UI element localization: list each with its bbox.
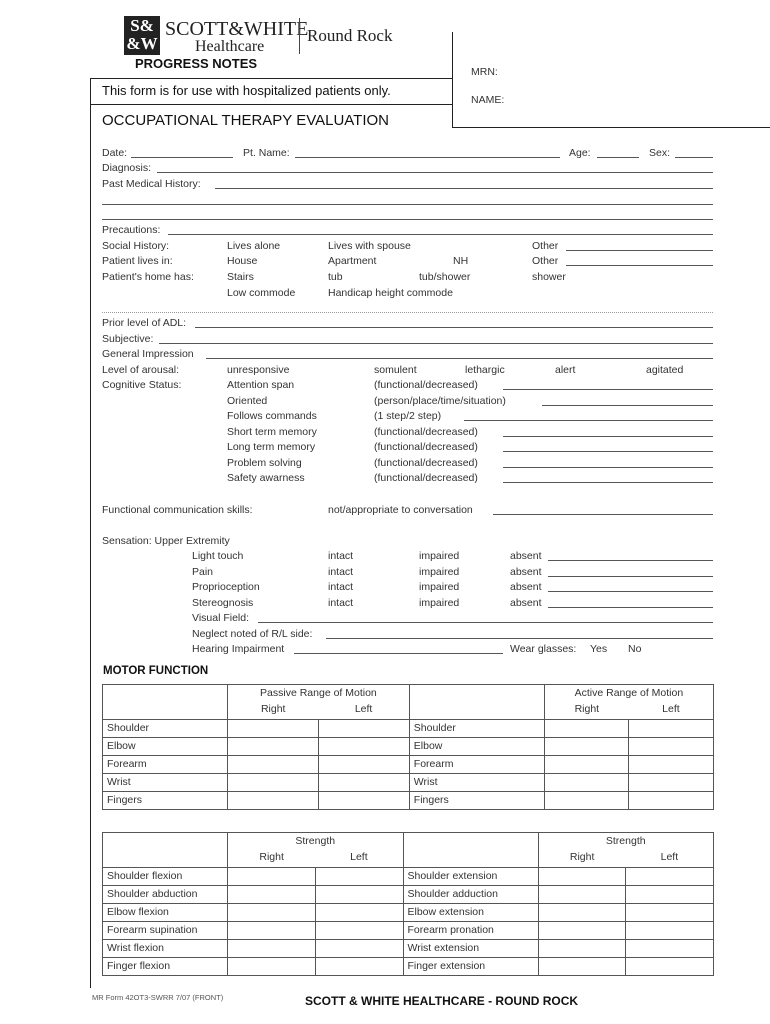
general-impression-label: General Impression: [102, 348, 194, 360]
cognitive-option[interactable]: (1 step/2 step): [374, 410, 442, 422]
row-label: Shoulder extension: [403, 868, 538, 886]
home-has-label: Patient's home has:: [102, 271, 194, 283]
sensation-option[interactable]: intact: [328, 550, 354, 562]
entry-cell[interactable]: [538, 886, 626, 904]
row-label: Finger flexion: [103, 958, 228, 976]
sensation-option[interactable]: absent: [510, 550, 542, 562]
row-label: Wrist flexion: [103, 940, 228, 958]
home-tub[interactable]: tub: [328, 271, 343, 283]
header-rule-mid: [90, 104, 452, 105]
row-label: Elbow flexion: [103, 904, 228, 922]
mrn-box-vline: [452, 32, 453, 127]
cognitive-line[interactable]: [503, 436, 713, 437]
entry-cell[interactable]: [538, 940, 626, 958]
arom-right: Right: [574, 703, 600, 715]
cognitive-status-label: Cognitive Status:: [102, 379, 182, 391]
cognitive-line[interactable]: [503, 482, 713, 483]
prom-heading: [228, 685, 410, 720]
entry-cell[interactable]: [228, 904, 316, 922]
sensation-option[interactable]: impaired: [419, 581, 460, 593]
logo-mark-top: S&: [130, 16, 154, 35]
prom-title: Passive Range of Motion: [260, 687, 377, 699]
entry-cell[interactable]: [318, 792, 409, 810]
row-label: Wrist: [103, 774, 228, 792]
header-rule-top: [90, 78, 452, 79]
lives-in-label: Patient lives in:: [102, 255, 173, 267]
lives-in-other-line[interactable]: [566, 265, 713, 266]
strength-left-left: Left: [350, 851, 368, 863]
table-row: [103, 940, 714, 958]
entry-cell[interactable]: [228, 940, 316, 958]
table-row: [103, 756, 714, 774]
entry-cell[interactable]: [538, 922, 626, 940]
pt-name-label: Pt. Name:: [243, 147, 290, 159]
entry-cell[interactable]: [315, 940, 403, 958]
row-label: Shoulder: [103, 720, 228, 738]
entry-cell[interactable]: [538, 958, 626, 976]
subjective-label: Subjective:: [102, 333, 154, 345]
row-label: Shoulder: [409, 720, 544, 738]
strength-left-heading: [228, 833, 404, 868]
social-other-line[interactable]: [566, 250, 713, 251]
sensation-line[interactable]: [548, 560, 713, 561]
sensation-line[interactable]: [548, 591, 713, 592]
table-row: [103, 922, 714, 940]
functional-communication-label: Functional communication skills:: [102, 504, 253, 516]
hearing-line[interactable]: [294, 653, 503, 654]
cognitive-option[interactable]: (person/place/time/situation): [374, 394, 506, 407]
social-lives-spouse[interactable]: Lives with spouse: [328, 240, 411, 252]
page-frame-left: [90, 104, 91, 988]
sensation-option[interactable]: impaired: [419, 565, 460, 578]
strength-right-heading: [538, 833, 714, 868]
page-title: OCCUPATIONAL THERAPY EVALUATION: [102, 112, 390, 129]
entry-cell[interactable]: [626, 886, 714, 904]
past-medical-history-line[interactable]: [215, 188, 713, 189]
strength-right-title: Strength: [605, 835, 646, 847]
form-type: PROGRESS NOTES: [135, 56, 258, 71]
visual-field-line[interactable]: [258, 622, 713, 623]
entry-cell[interactable]: [315, 922, 403, 940]
row-label: Wrist: [409, 774, 544, 792]
cognitive-item: Attention span: [227, 379, 295, 391]
entry-cell[interactable]: [228, 756, 319, 774]
arom-title: Active Range of Motion: [574, 687, 684, 699]
row-label: Fingers: [103, 792, 228, 810]
table-row: [103, 904, 714, 922]
entry-cell[interactable]: [318, 738, 409, 756]
notice-text: This form is for use with hospitalized patients only.: [102, 83, 391, 98]
row-label: Forearm: [103, 756, 228, 774]
entry-cell[interactable]: [228, 922, 316, 940]
row-label: Shoulder abduction: [103, 886, 228, 904]
sensation-item: Stereognosis: [192, 596, 254, 609]
org-name: SCOTT&WHITE: [165, 18, 309, 40]
neglect-label: Neglect noted of R/L side:: [192, 628, 313, 640]
prom-right: Right: [260, 703, 286, 715]
table-row: [103, 774, 714, 792]
table-row: [103, 958, 714, 976]
social-history-label: Social History:: [102, 240, 170, 252]
home-low-commode[interactable]: Low commode: [227, 287, 296, 299]
glasses-yes[interactable]: Yes: [590, 643, 608, 655]
sex-label: Sex:: [649, 147, 671, 159]
cognitive-option[interactable]: (functional/decreased): [374, 425, 478, 438]
sensation-option[interactable]: absent: [510, 565, 542, 578]
functional-communication-line[interactable]: [493, 514, 713, 515]
mrn-label: MRN:: [471, 66, 498, 78]
entry-cell[interactable]: [629, 774, 714, 792]
footer-form-code: MR Form 42OT3-SWRR 7/07 (FRONT): [92, 993, 224, 1002]
cognitive-item: Short term memory: [227, 425, 317, 438]
entry-cell[interactable]: [626, 958, 714, 976]
section-divider: [102, 312, 713, 313]
entry-cell[interactable]: [228, 868, 316, 886]
diagnosis-line[interactable]: [157, 172, 713, 173]
entry-cell[interactable]: [228, 774, 319, 792]
glasses-label: Wear glasses:: [510, 643, 577, 655]
cognitive-option[interactable]: (functional/decreased): [374, 456, 478, 469]
cognitive-line[interactable]: [503, 451, 713, 452]
social-lives-alone[interactable]: Lives alone: [227, 240, 281, 252]
sensation-line[interactable]: [548, 607, 713, 608]
arom-left: Left: [662, 703, 680, 715]
row-label: Forearm supination: [103, 922, 228, 940]
entry-cell[interactable]: [318, 774, 409, 792]
footer-org: SCOTT & WHITE HEALTHCARE - ROUND ROCK: [305, 994, 579, 1008]
date-line[interactable]: [131, 157, 233, 158]
entry-cell[interactable]: [544, 756, 629, 774]
arousal-label: Level of arousal:: [102, 364, 180, 376]
lives-in-nh[interactable]: NH: [453, 255, 469, 267]
strength-table: [102, 832, 714, 976]
table-row: [103, 738, 714, 756]
strength-header-row: [103, 833, 714, 868]
entry-cell[interactable]: [629, 738, 714, 756]
entry-cell[interactable]: [629, 720, 714, 738]
lives-in-house[interactable]: House: [227, 255, 258, 267]
motor-function-heading: MOTOR FUNCTION: [103, 665, 209, 677]
row-label: Forearm pronation: [403, 922, 538, 940]
precautions-line[interactable]: [168, 234, 713, 235]
sex-line[interactable]: [675, 157, 713, 158]
entry-cell[interactable]: [315, 886, 403, 904]
entry-cell[interactable]: [228, 792, 319, 810]
entry-cell[interactable]: [538, 904, 626, 922]
entry-cell[interactable]: [318, 756, 409, 774]
header-left-vline: [90, 78, 91, 104]
entry-cell[interactable]: [228, 720, 319, 738]
home-stairs[interactable]: Stairs: [227, 271, 254, 283]
arom-heading: [544, 685, 713, 720]
age-line[interactable]: [597, 157, 639, 158]
sensation-option[interactable]: intact: [328, 565, 354, 578]
table-row: [103, 886, 714, 904]
row-label: Elbow: [103, 738, 228, 756]
sensation-option[interactable]: absent: [510, 581, 542, 593]
entry-cell[interactable]: [315, 958, 403, 976]
entry-cell[interactable]: [629, 756, 714, 774]
entry-cell[interactable]: [315, 868, 403, 886]
general-impression-line[interactable]: [206, 358, 713, 359]
age-label: Age:: [569, 147, 591, 159]
logo-mark-bottom: &W: [126, 34, 158, 53]
sensation-item: Pain: [192, 565, 214, 578]
entry-cell[interactable]: [544, 792, 629, 810]
arousal-agitated[interactable]: agitated: [646, 364, 684, 376]
date-label: Date:: [102, 147, 128, 159]
entry-cell[interactable]: [626, 868, 714, 886]
entry-cell[interactable]: [629, 792, 714, 810]
hearing-label: Hearing Impairment: [192, 643, 285, 655]
precautions-label: Precautions:: [102, 224, 161, 236]
entry-cell[interactable]: [538, 868, 626, 886]
location: Round Rock: [307, 26, 393, 45]
pt-name-line[interactable]: [295, 157, 560, 158]
home-handicap-commode[interactable]: Handicap height commode: [328, 287, 453, 299]
rom-table: [102, 684, 714, 810]
page-frame-top: [452, 127, 770, 128]
entry-cell[interactable]: [544, 720, 629, 738]
name-label: NAME:: [471, 94, 505, 106]
sensation-option[interactable]: absent: [510, 596, 542, 609]
table-row: [103, 720, 714, 738]
sensation-item: Light touch: [192, 550, 244, 562]
sensation-option[interactable]: intact: [328, 581, 354, 593]
entry-cell[interactable]: [318, 720, 409, 738]
row-label: Fingers: [409, 792, 544, 810]
functional-communication-option[interactable]: not/appropriate to conversation: [328, 504, 473, 516]
entry-cell[interactable]: [228, 958, 316, 976]
row-label: Elbow extension: [403, 904, 538, 922]
strength-right-right: Right: [569, 851, 595, 863]
entry-cell[interactable]: [228, 738, 319, 756]
cognitive-line[interactable]: [503, 467, 713, 468]
arousal-somulent[interactable]: somulent: [374, 364, 417, 376]
arousal-alert[interactable]: alert: [555, 364, 576, 376]
social-other[interactable]: Other: [532, 240, 559, 252]
neglect-line[interactable]: [326, 638, 713, 639]
cognitive-item: Oriented: [227, 394, 268, 407]
cognitive-item: Follows commands: [227, 410, 317, 422]
logo-divider: [299, 18, 300, 54]
entry-cell[interactable]: [626, 904, 714, 922]
table-row: [103, 792, 714, 810]
home-tub-shower[interactable]: tub/shower: [419, 271, 471, 283]
org-sub: Healthcare: [195, 38, 265, 55]
cognitive-option[interactable]: (functional/decreased): [374, 441, 478, 453]
cognitive-option[interactable]: (functional/decreased): [374, 379, 478, 391]
row-label: Wrist extension: [403, 940, 538, 958]
row-label: Finger extension: [403, 958, 538, 976]
arousal-lethargic[interactable]: lethargic: [465, 364, 505, 376]
sensation-item: Proprioception: [192, 581, 260, 593]
cognitive-line[interactable]: [542, 405, 713, 406]
entry-cell[interactable]: [315, 904, 403, 922]
strength-right-left: Left: [660, 851, 679, 863]
strength-left-right: Right: [259, 851, 284, 863]
sensation-line[interactable]: [548, 576, 713, 577]
arousal-unresponsive[interactable]: unresponsive: [227, 364, 290, 376]
past-medical-history-line-2[interactable]: [102, 204, 713, 205]
cognitive-line[interactable]: [464, 420, 713, 421]
cognitive-item: Safety awarness: [227, 472, 305, 484]
strength-left-title: Strength: [295, 835, 336, 847]
row-label: Shoulder flexion: [103, 868, 228, 886]
diagnosis-label: Diagnosis:: [102, 162, 152, 174]
past-medical-history-line-3[interactable]: [102, 219, 713, 220]
cognitive-item: Problem solving: [227, 456, 302, 469]
row-label: Shoulder adduction: [403, 886, 538, 904]
entry-cell[interactable]: [626, 922, 714, 940]
visual-field-label: Visual Field:: [192, 612, 250, 624]
cognitive-option[interactable]: (functional/decreased): [374, 472, 478, 484]
entry-cell[interactable]: [626, 940, 714, 958]
entry-cell[interactable]: [544, 738, 629, 756]
entry-cell[interactable]: [544, 774, 629, 792]
subjective-line[interactable]: [159, 343, 713, 344]
sensation-option[interactable]: impaired: [419, 596, 460, 609]
lives-in-apartment[interactable]: Apartment: [328, 255, 377, 267]
cognitive-item: Long term memory: [227, 441, 316, 453]
glasses-no[interactable]: No: [628, 643, 642, 655]
entry-cell[interactable]: [228, 886, 316, 904]
logo: [124, 16, 160, 55]
cognitive-line[interactable]: [503, 389, 713, 390]
table-row: [103, 868, 714, 886]
row-label: Forearm: [409, 756, 544, 774]
past-medical-history-label: Past Medical History:: [102, 178, 201, 190]
prom-left: Left: [354, 703, 373, 715]
row-label: Elbow: [409, 738, 544, 756]
home-shower[interactable]: shower: [532, 271, 566, 283]
sensation-heading: Sensation: Upper Extremity: [102, 535, 230, 547]
sensation-option[interactable]: intact: [328, 596, 354, 609]
lives-in-other[interactable]: Other: [532, 255, 559, 267]
prior-adl-label: Prior level of ADL:: [102, 317, 187, 329]
rom-header-row: [103, 685, 714, 720]
sensation-option[interactable]: impaired: [419, 550, 460, 562]
prior-adl-line[interactable]: [195, 327, 713, 328]
